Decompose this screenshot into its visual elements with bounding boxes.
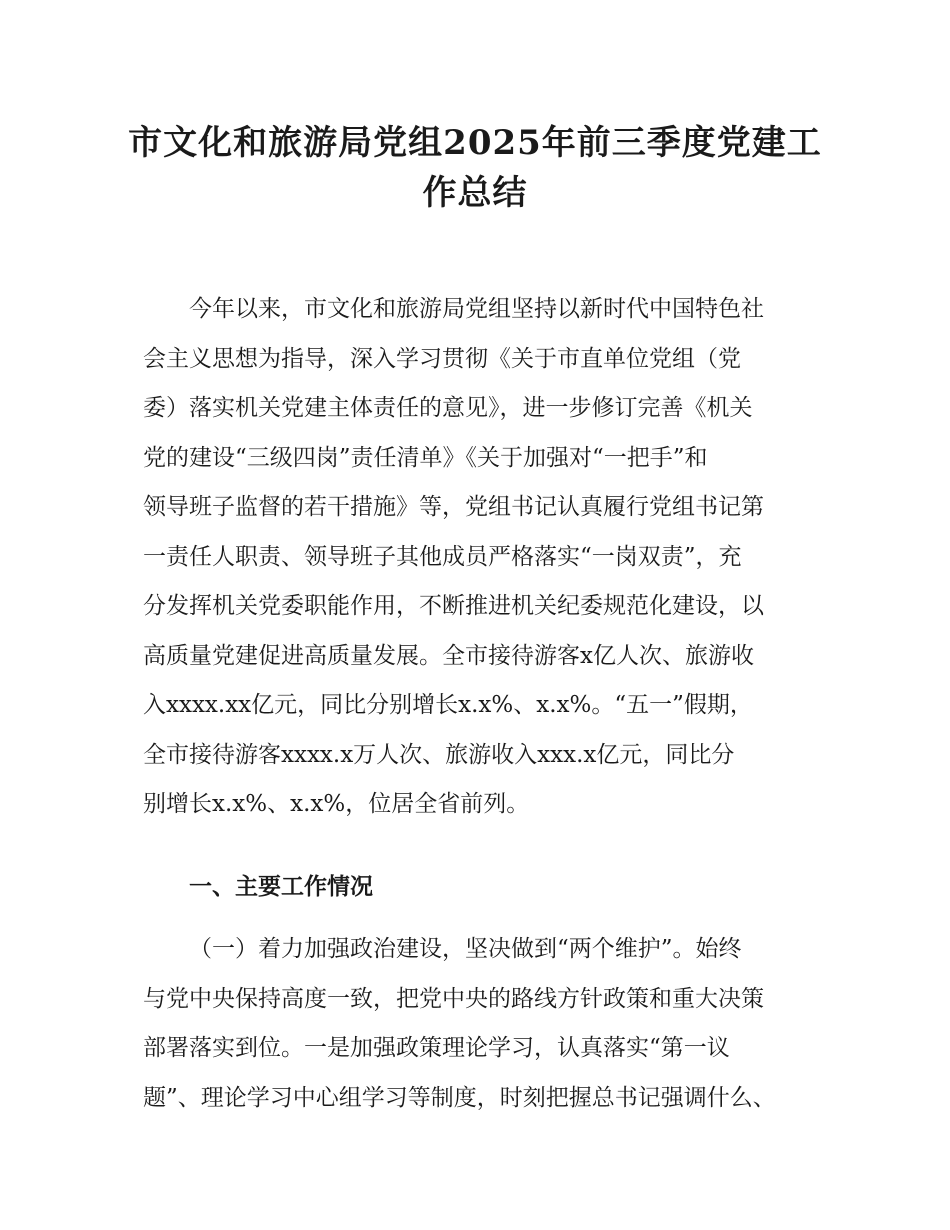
- paragraph-line: 全市接待游客xxxx.x万人次、旅游收入xxx.x亿元，同比分: [143, 741, 735, 768]
- paragraph-line: 委）落实机关党建主体责任的意见》，进一步修订完善《机关: [143, 395, 753, 421]
- paragraph-line: （一）着力加强政治建设，坚决做到“两个维护”。始终: [189, 936, 742, 962]
- paragraph-line: 别增长x.x%、x.x%，位居全省前列。: [143, 791, 530, 817]
- paragraph-line: 党的建设“三级四岗”责任清单》《关于加强对“一把手”和: [143, 444, 708, 471]
- paragraph-line: 领导班子监督的若干措施》等，党组书记认真履行党组书记第: [143, 494, 764, 520]
- document-title: [120, 118, 830, 218]
- section-heading: [143, 863, 823, 913]
- paragraph-line: 入xxxx.xx亿元，同比分别增长x.x%、x.x%。“五一”假期，: [143, 692, 753, 718]
- paragraph-line: 分发挥机关党委职能作用，不断推进机关纪委规范化建设，以: [143, 593, 764, 619]
- paragraph-line: 今年以来，市文化和旅游局党组坚持以新时代中国特色社: [189, 296, 764, 322]
- title-line: 市文化和旅游局党组2025年前三季度党建工: [128, 123, 822, 163]
- paragraph-line: 一责任人职责、领导班子其他成员严格落实“一岗双责”，充: [143, 543, 742, 570]
- paragraph-line: 部署落实到位。一是加强政策理论学习，认真落实“第一议: [143, 1035, 730, 1061]
- paragraph-line: 与党中央保持高度一致，把党中央的路线方针政策和重大决策: [143, 985, 764, 1012]
- heading-text: 一、主要工作情况: [189, 874, 373, 900]
- paragraph-line: 会主义思想为指导，深入学习贯彻《关于市直单位党组（党: [143, 345, 741, 372]
- section-1-paragraph: [143, 925, 823, 1123]
- intro-paragraph: [143, 285, 823, 830]
- paragraph-line: 高质量党建促进高质量发展。全市接待游客x亿人次、旅游收: [143, 642, 754, 669]
- title-line: 作总结: [422, 173, 528, 213]
- paragraph-line: 题”、理论学习中心组学习等制度，时刻把握总书记强调什么、: [143, 1084, 776, 1111]
